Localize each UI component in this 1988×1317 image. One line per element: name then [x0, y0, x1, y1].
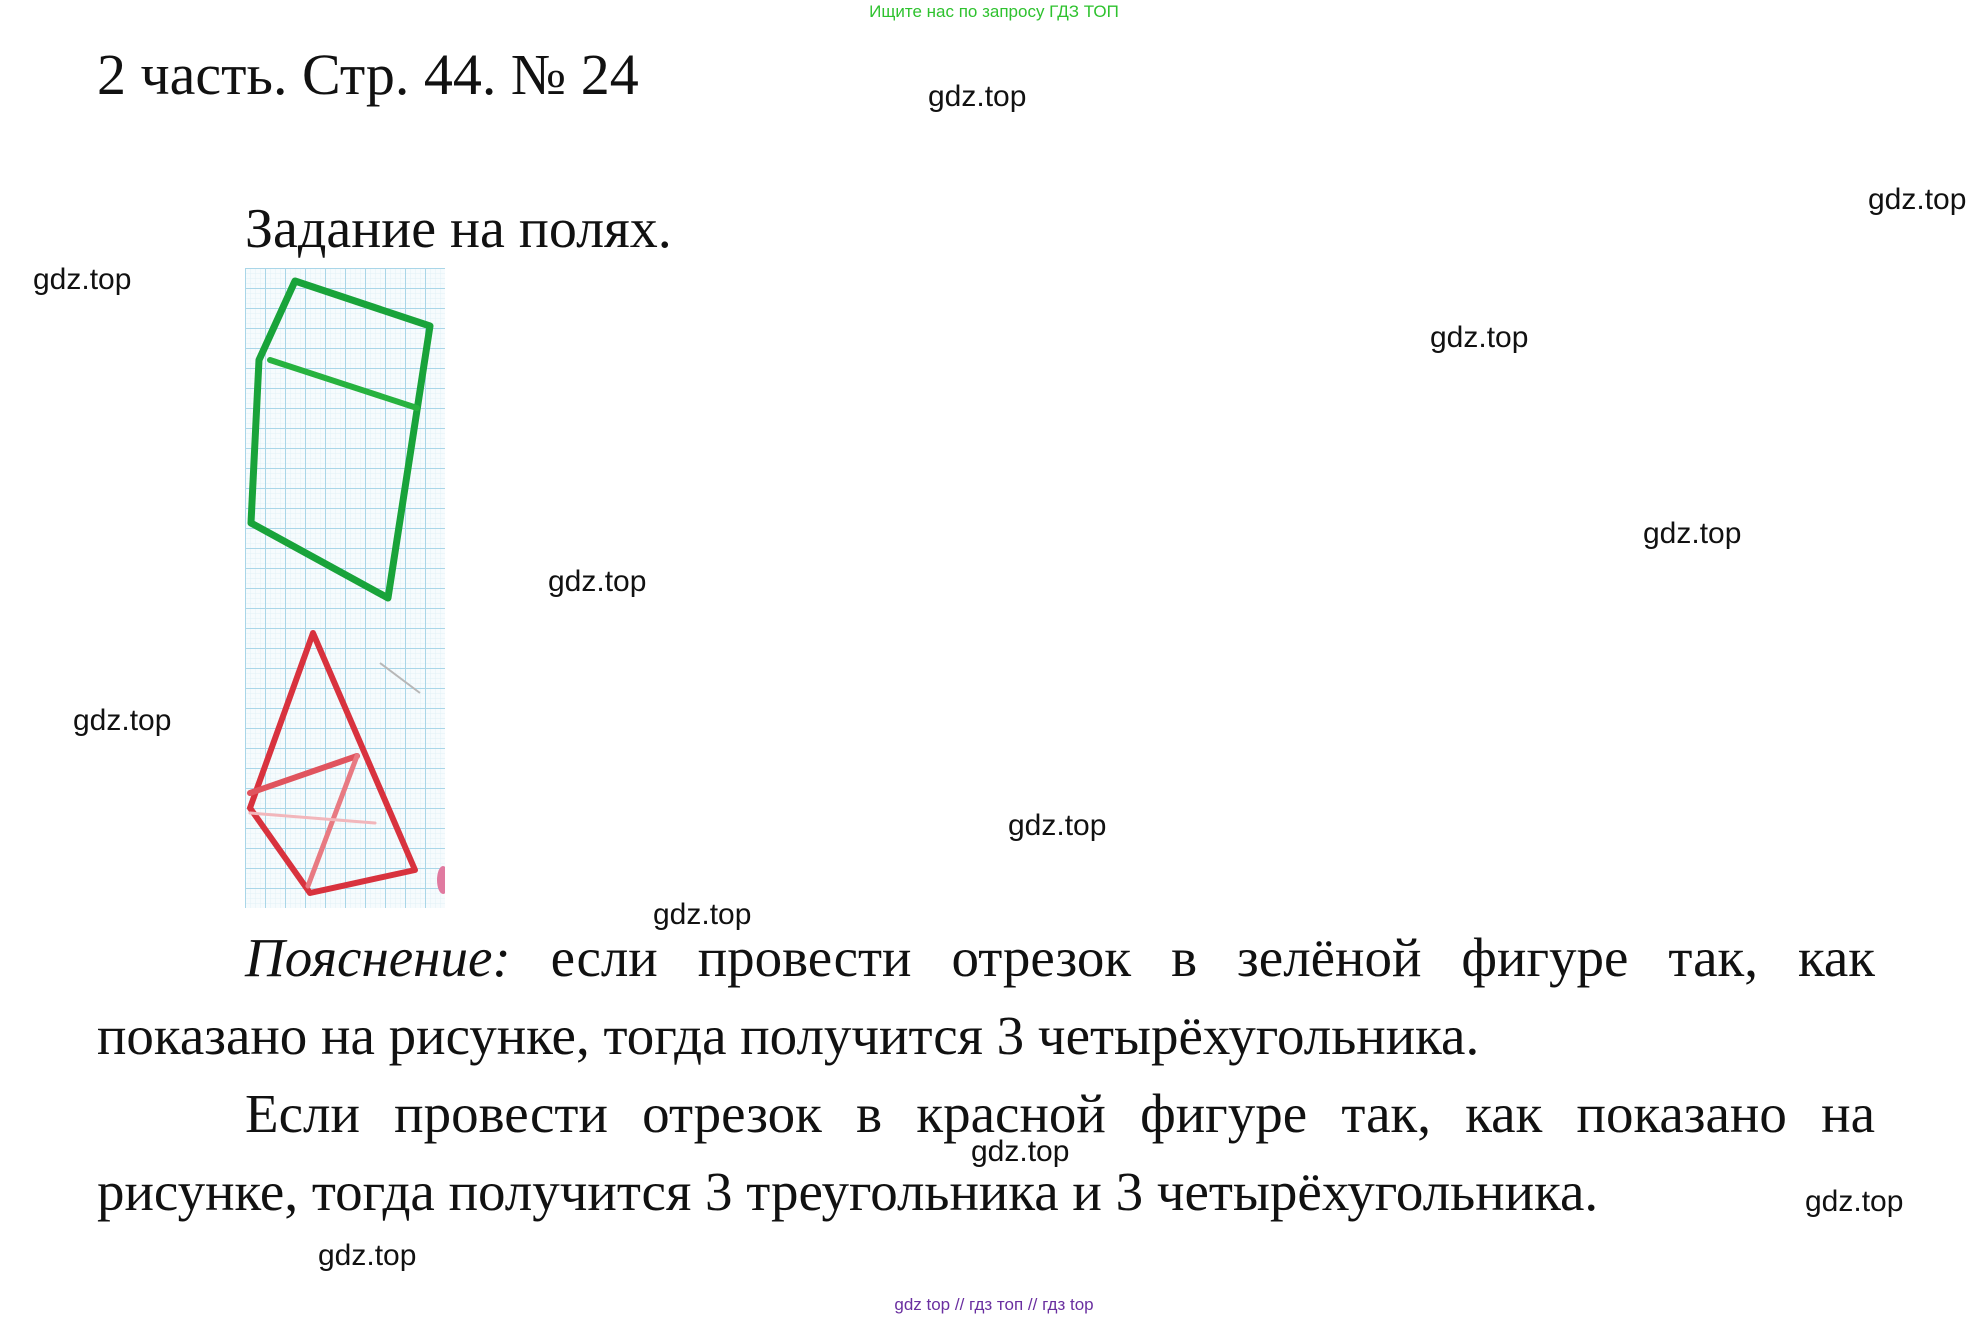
top-banner: Ищите нас по запросу ГДЗ ТОП	[869, 2, 1119, 21]
watermark: gdz.top	[33, 263, 132, 296]
watermark: gdz.top	[73, 704, 172, 737]
handwritten-figure-image	[245, 268, 445, 908]
explanation-paragraph	[97, 919, 1875, 1231]
watermark: gdz.top	[318, 1239, 417, 1272]
task-subtitle: Задание на полях.	[245, 198, 672, 260]
explanation-line-4: рисунке, тогда получится 3 треугольника и 3 четырёхугольника.	[97, 1161, 1599, 1222]
footer-links	[0, 1295, 1988, 1315]
watermark: gdz.top	[1643, 517, 1742, 550]
watermark: gdz.top	[928, 80, 1027, 113]
footer-separator: //	[954, 1295, 965, 1314]
explanation-line-2: показано на рисунке, тогда получится 3 четырёхугольника.	[97, 1005, 1480, 1066]
watermark: gdz.top	[1430, 321, 1529, 354]
watermark: gdz.top	[1868, 183, 1967, 216]
footer-link[interactable]: гдз top	[1042, 1295, 1094, 1314]
figure-drawing	[245, 268, 445, 908]
footer-link[interactable]: гдз топ	[969, 1295, 1024, 1314]
explanation-text-1: если провести отрезок в зелёной фигуре так, как	[550, 927, 1875, 988]
explanation-label: Пояснение:	[245, 927, 511, 988]
watermark: gdz.top	[1008, 809, 1107, 842]
watermark: gdz.top	[1805, 1185, 1904, 1218]
explanation-line-1	[97, 919, 1875, 997]
explanation-line-3: Если провести отрезок в красной фигуре так, как показано на	[245, 1083, 1875, 1144]
watermark: gdz.top	[971, 1135, 1070, 1168]
footer-separator: //	[1027, 1295, 1038, 1314]
watermark: gdz.top	[548, 565, 647, 598]
watermark: gdz.top	[653, 898, 752, 931]
footer-link[interactable]: gdz top	[894, 1295, 951, 1314]
page-title: 2 часть. Стр. 44. № 24	[97, 42, 639, 107]
